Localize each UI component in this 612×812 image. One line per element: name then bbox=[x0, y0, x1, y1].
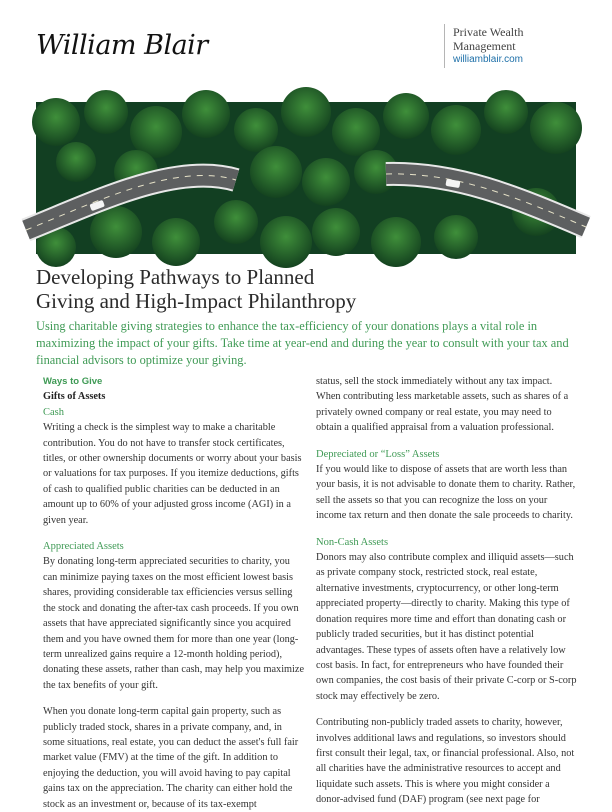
capital-gain-paragraph: When you donate long-term capital gain property, such as publicly traded stock, shares in a private company, and, in some situations, real estate, you can deduct the asset's full fair market value (FMV) at the time of the gift. In addition to enjoying the deduction, you will avoid having to pay capital gains tax on the appreciation. The charity can either hold the stock as an investment or, because of its tax-exempt bbox=[43, 706, 299, 810]
brand-divider bbox=[444, 24, 445, 68]
cash-paragraph: Writing a check is the simplest way to make a charitable contribution. You do not have to transfer stock certificates, titles, or other ownership documents or worry about your basis or valuations for tax purposes. If you itemize deductions, gifts of cash to qualified public charities can be deducted in an amount up to 60% of your adjusted gross income (AGI) in a given year. bbox=[43, 422, 302, 526]
gifts-of-assets-heading: Gifts of Assets bbox=[43, 391, 106, 403]
title-line-1: Developing Pathways to Planned bbox=[36, 265, 315, 289]
brand-block bbox=[453, 25, 523, 67]
depreciated-assets-heading: Depreciated or “Loss” Assets bbox=[316, 448, 440, 460]
depreciated-assets-paragraph: If you would like to dispose of assets that are worth less than your basis, it is not advisable to donate them to charity. Rather, sell the assets so that you can recognize the loss on your income tax return and then donate the sale proceeds to charity. bbox=[316, 464, 576, 522]
forest-road-illustration bbox=[36, 102, 576, 254]
left-column bbox=[43, 374, 305, 812]
spacer bbox=[316, 524, 578, 535]
cash-heading: Cash bbox=[43, 406, 64, 418]
brand-line-1: Private Wealth bbox=[453, 25, 524, 39]
right-column bbox=[316, 374, 578, 808]
page-title bbox=[36, 265, 576, 313]
spacer bbox=[316, 436, 578, 447]
continued-paragraph: status, sell the stock immediately without any tax impact. When contributing less marketable assets, such as shares of a privately owned company or real estate, you may need to obtain a qualified appraisal from a valuation professional. bbox=[316, 376, 569, 434]
brand-line-2: Management bbox=[453, 39, 516, 53]
hero-image-forest-road bbox=[36, 102, 576, 254]
non-cash-assets-paragraph: Donors may also contribute complex and illiquid assets—such as private company stock, restricted stock, real estate, alternative investments, cryptocurrency, or other long-term appreciated property—directly to charity. Making this type of donation requires more time and effort than donating cash or publicly traded securities, but it has distinct potential advantages. These types of assets often have a relatively low cost basis. In fact, for entrepreneurs who have founded their own companies, the cost basis of their private C-corp or S-corp stock may effectively be zero. bbox=[316, 552, 577, 702]
spacer bbox=[43, 693, 305, 704]
title-line-2: Giving and High-Impact Philanthropy bbox=[36, 289, 357, 313]
appreciated-assets-paragraph: By donating long-term appreciated securities to charity, you can minimize paying taxes on the most efficient lowest basis shares, providing considerable tax efficiencies versus selling the stock and donating the after-tax cash proceeds. If you own assets that have appreciated significantly since you acquired them and you have owned them for more than one year (long-term unrealized gains require a 12-month holding period), donating these assets, rather than cash, may help you maximize the tax benefits of your gift. bbox=[43, 556, 305, 691]
appreciated-assets-heading: Appreciated Assets bbox=[43, 541, 124, 553]
william-blair-logo: William Blair bbox=[36, 30, 208, 61]
website-link[interactable]: williamblair.com bbox=[453, 54, 524, 65]
ways-to-give-kicker: Ways to Give bbox=[43, 376, 103, 387]
intro-subtitle: Using charitable giving strategies to enhance the tax-efficiency of your donations plays a vital role in maximizing the impact of your gifts. Take time at year-end and during the year to consult with your tax and financial advisors to optimize your giving. bbox=[36, 319, 569, 367]
spacer bbox=[316, 704, 578, 715]
spacer bbox=[43, 528, 305, 539]
non-cash-assets-heading: Non-Cash Assets bbox=[316, 536, 389, 548]
non-public-assets-paragraph: Contributing non-publicly traded assets to charity, however, involves additional laws and regulations, so investors should first consult their legal, tax, or financial professional. Also, not all charities have the administrative resources to accept and liquidate such assets. This is where you might consider a donor-advised fund (DAF) program (see next page for bbox=[316, 717, 575, 806]
